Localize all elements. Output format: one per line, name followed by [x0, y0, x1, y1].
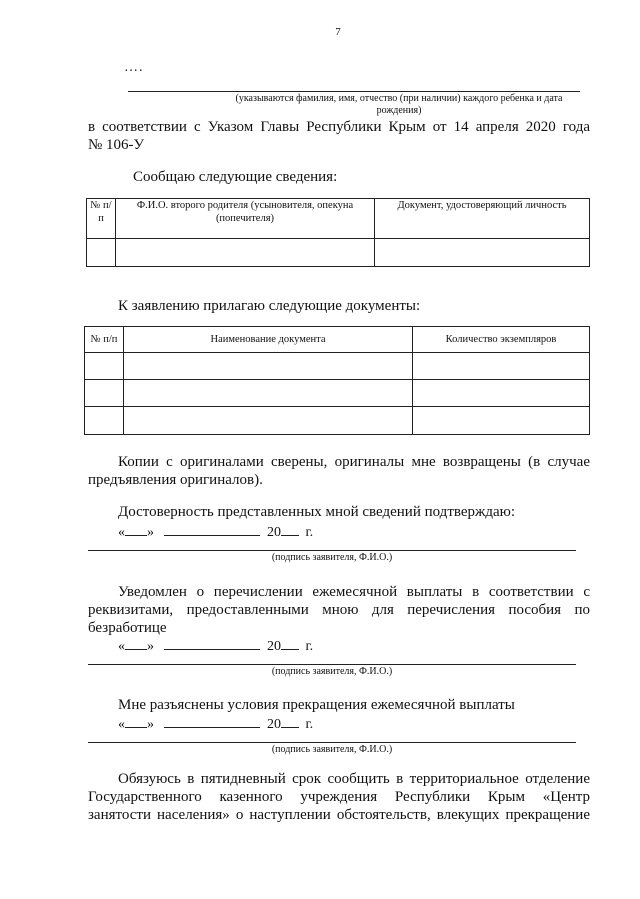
signature-caption: (подпись заявителя, Ф.И.О.)	[271, 552, 393, 563]
table-cell[interactable]	[413, 353, 590, 380]
year-suffix: г.	[305, 525, 314, 540]
date-close-quote: »	[147, 525, 154, 540]
year-prefix: 20	[267, 717, 281, 732]
year-suffix: г.	[305, 717, 314, 732]
docs-header-number: № п/п	[85, 327, 124, 353]
copies-line-2: предъявления оригиналов).	[88, 472, 263, 488]
table-row	[85, 407, 590, 435]
date-close-quote: »	[147, 717, 154, 732]
day-blank[interactable]	[125, 521, 147, 536]
confirm-text: Достоверность представленных мной сведений подтверждаю:	[118, 504, 516, 520]
year-blank[interactable]	[281, 635, 299, 650]
parent-header-number: № п/п	[87, 199, 116, 239]
date-open-quote: «	[118, 717, 125, 732]
table-row	[87, 239, 590, 267]
table-cell[interactable]	[85, 353, 124, 380]
parent-table	[86, 198, 590, 267]
table-cell[interactable]	[124, 380, 413, 407]
docs-header-count: Количество экземпляров	[413, 327, 590, 353]
notified-line-1: Уведомлен о перечислении ежемесячной выплаты в соответствии с	[118, 584, 590, 600]
docs-header-name: Наименование документа	[124, 327, 413, 353]
report-heading: Сообщаю следующие сведения:	[133, 169, 338, 185]
table-cell[interactable]	[116, 239, 375, 267]
table-row	[85, 380, 590, 407]
table-row	[85, 353, 590, 380]
date-field	[118, 713, 418, 733]
documents-table	[84, 326, 590, 435]
table-cell[interactable]	[87, 239, 116, 267]
oblige-line-3: занятости населения» о наступлении обстоятельств, влекущих прекращение	[88, 807, 590, 823]
parent-header-name: Ф.И.О. второго родителя (усыновителя, опекуна (попечителя)	[116, 199, 375, 239]
date-open-quote: «	[118, 639, 125, 654]
oblige-line-1: Обязуюсь в пятидневный срок сообщить в территориальное отделение	[118, 771, 590, 787]
year-suffix: г.	[305, 639, 314, 654]
month-blank[interactable]	[164, 521, 260, 536]
table-cell[interactable]	[124, 353, 413, 380]
decree-line-1: в соответствии с Указом Главы Республики Крым от 14 апреля 2020 года	[88, 119, 590, 135]
date-open-quote: «	[118, 525, 125, 540]
decree-line-2: № 106-У	[88, 137, 145, 153]
table-cell[interactable]	[375, 239, 590, 267]
date-close-quote: »	[147, 639, 154, 654]
year-blank[interactable]	[281, 521, 299, 536]
signature-caption: (подпись заявителя, Ф.И.О.)	[271, 666, 393, 677]
table-cell[interactable]	[85, 407, 124, 435]
parent-header-document: Документ, удостоверяющий личность	[375, 199, 590, 239]
notified-line-3: безработице	[88, 620, 167, 636]
explained-text: Мне разъяснены условия прекращения ежемесячной выплаты	[118, 697, 515, 713]
documents-table-header	[85, 327, 590, 353]
month-blank[interactable]	[164, 713, 260, 728]
day-blank[interactable]	[125, 635, 147, 650]
year-prefix: 20	[267, 639, 281, 654]
table-cell[interactable]	[85, 380, 124, 407]
children-placeholder: ….	[124, 60, 144, 75]
date-field	[118, 635, 418, 655]
month-blank[interactable]	[164, 635, 260, 650]
signature-line[interactable]	[88, 550, 576, 551]
day-blank[interactable]	[125, 713, 147, 728]
signature-caption: (подпись заявителя, Ф.И.О.)	[271, 744, 393, 755]
notified-line-2: реквизитами, предоставленными мною для перечисления пособия по	[88, 602, 590, 618]
parent-table-header	[87, 199, 590, 239]
signature-line[interactable]	[88, 742, 576, 743]
copies-line-1: Копии с оригиналами сверены, оригиналы мне возвращены (в случае	[118, 454, 590, 470]
children-caption: (указываются фамилия, имя, отчество (при наличии) каждого ребенка и дата рождения)	[235, 93, 563, 116]
oblige-line-2: Государственного казенного учреждения Республики Крым «Центр	[88, 789, 590, 805]
table-cell[interactable]	[413, 407, 590, 435]
date-field	[118, 521, 418, 541]
children-line	[128, 91, 580, 92]
page-number: 7	[335, 26, 341, 38]
table-cell[interactable]	[413, 380, 590, 407]
table-cell[interactable]	[124, 407, 413, 435]
year-blank[interactable]	[281, 713, 299, 728]
signature-line[interactable]	[88, 664, 576, 665]
year-prefix: 20	[267, 525, 281, 540]
attach-heading: К заявлению прилагаю следующие документы:	[118, 298, 421, 314]
